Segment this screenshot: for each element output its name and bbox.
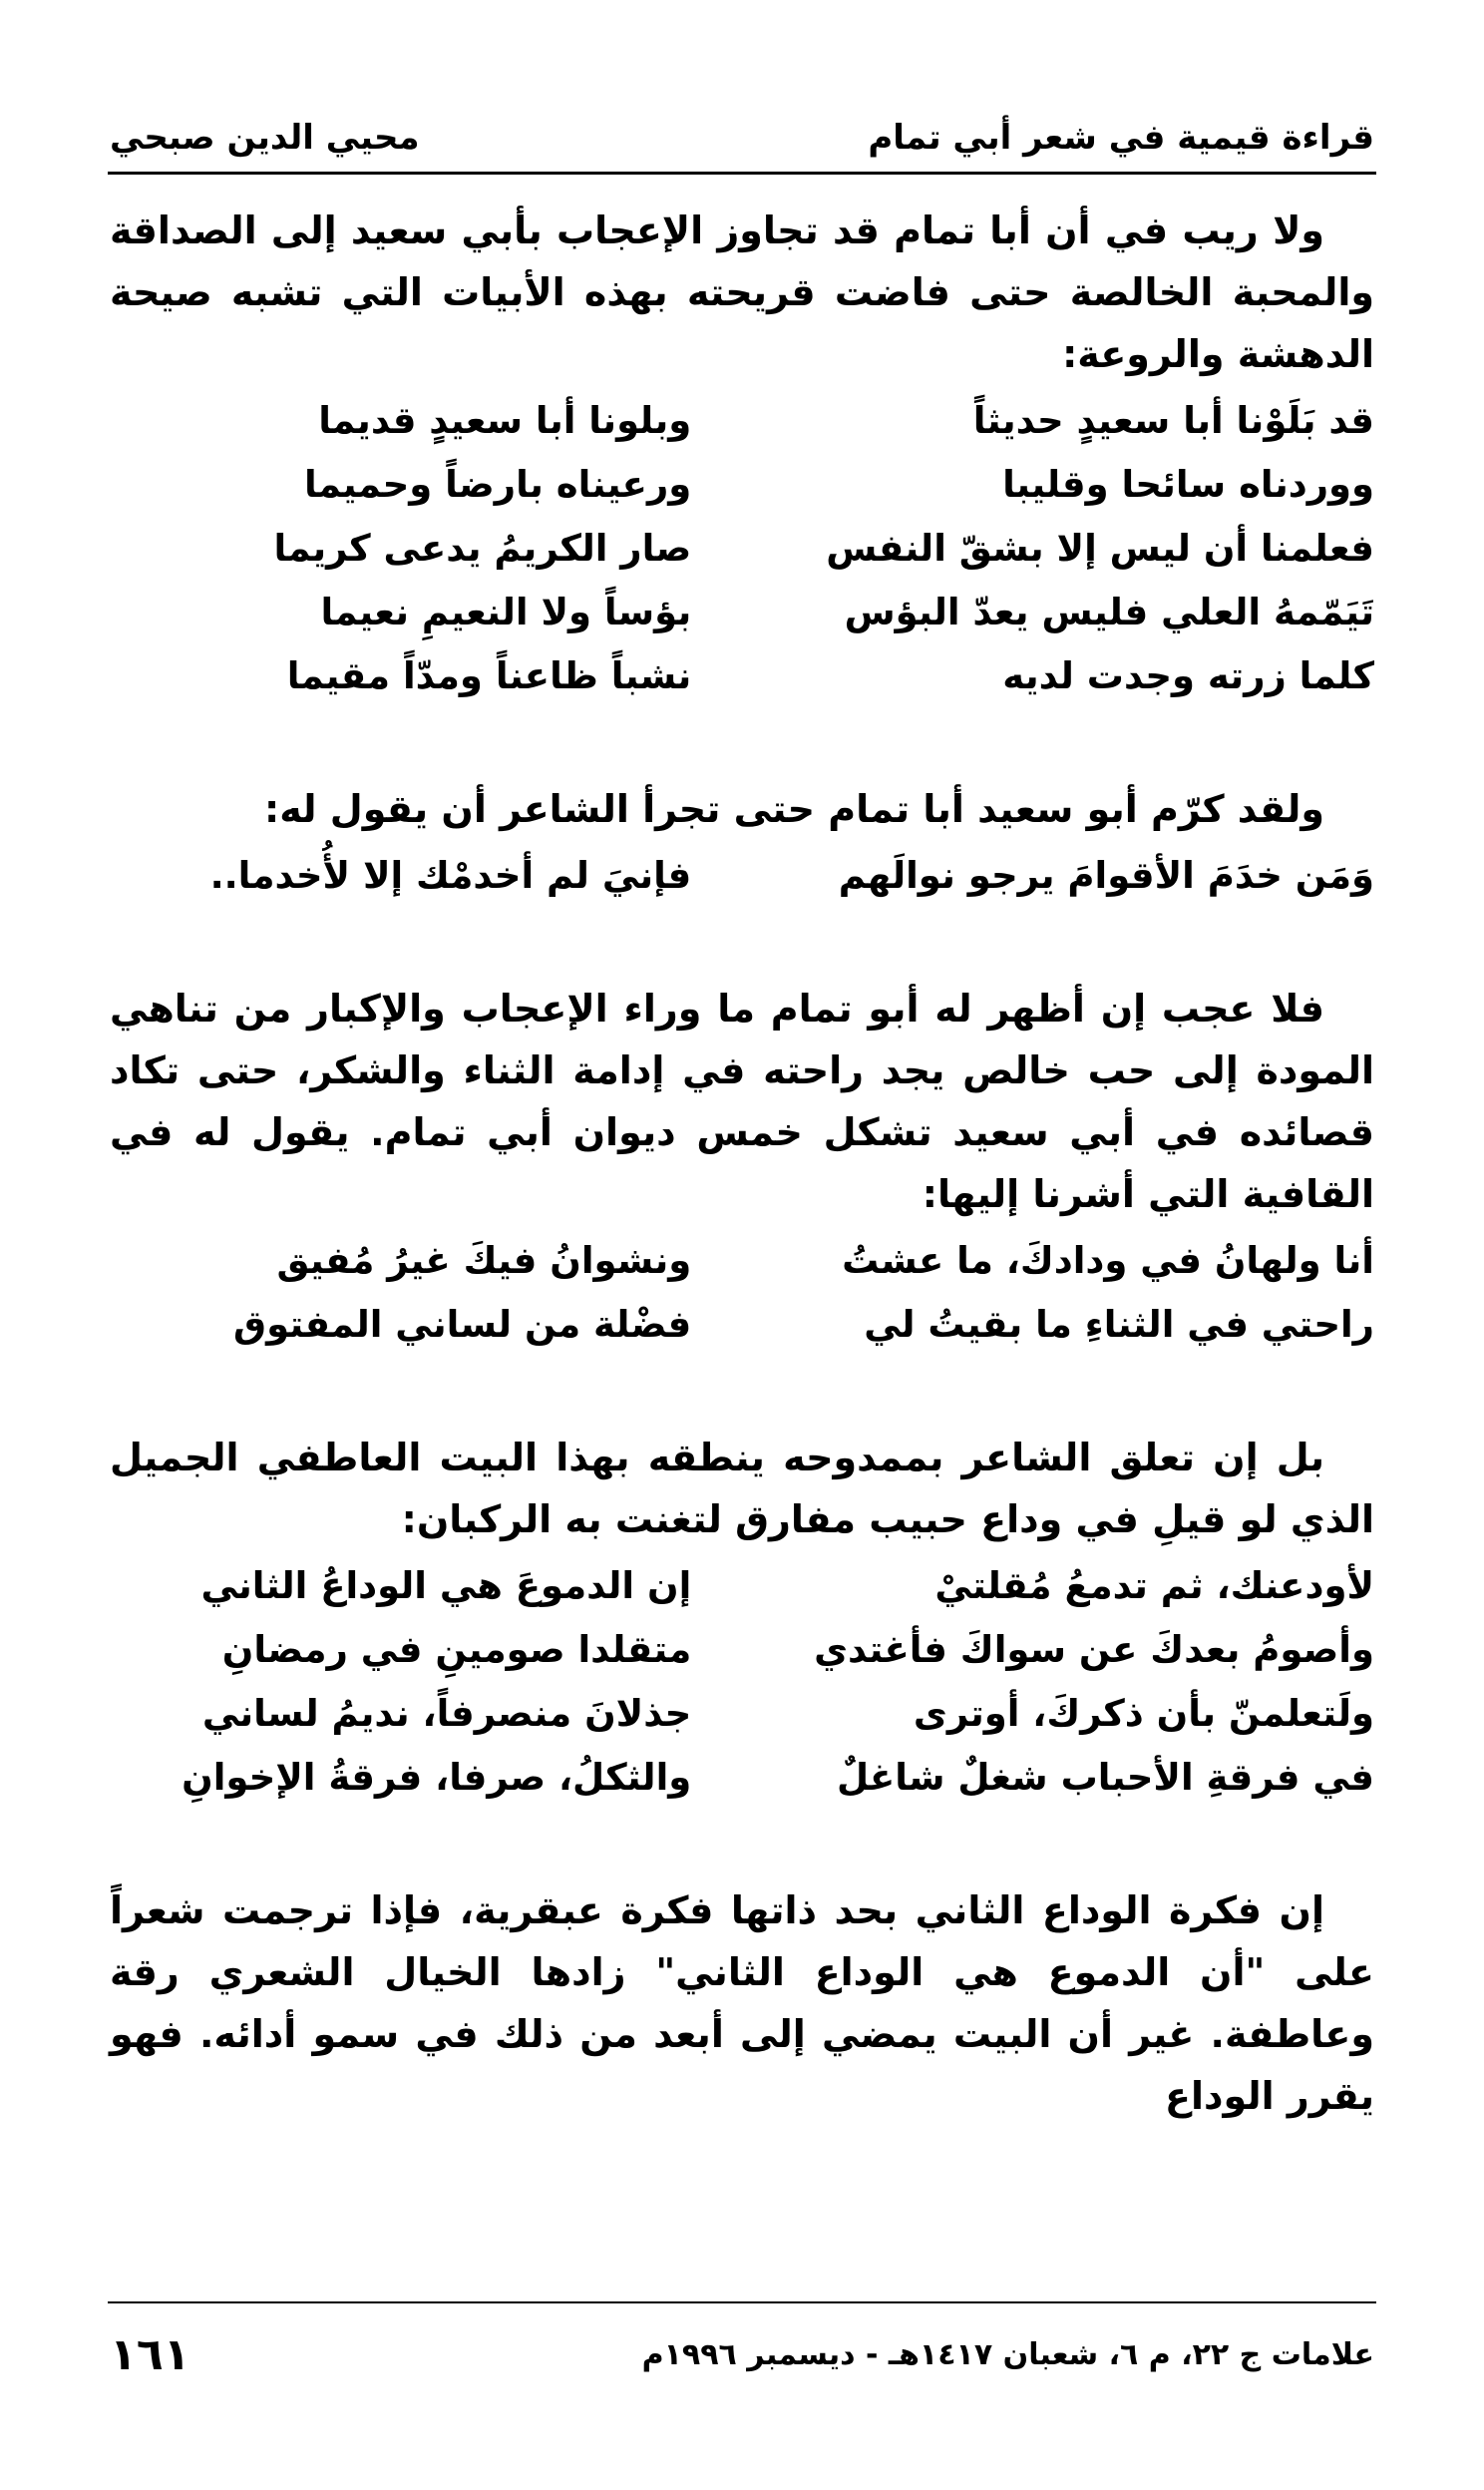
verse-second-hemistich: صار الكريمُ يدعى كريما [273, 527, 692, 570]
paragraph-text: ولقد كرّم أبو سعيد أبا تمام حتى تجرأ الشاعر أن يقول له: [264, 787, 1324, 831]
verse-line [110, 581, 1374, 644]
verse-second-hemistich: نشباً ظاعناً ومدّاً مقيما [286, 654, 692, 697]
verse-second-hemistich: فضْلة من لساني المفتوق [233, 1303, 692, 1346]
verse-line [110, 517, 1374, 581]
paragraph [110, 778, 1374, 840]
verse-first-hemistich: وَمَن خدَمَ الأقوامَ يرجو نوالَهم [838, 854, 1374, 897]
verse-group [110, 844, 1374, 908]
verse-second-hemistich: إن الدموعَ هي الوداعُ الثاني [200, 1564, 692, 1607]
verse-group [110, 1554, 1374, 1810]
verse-second-hemistich: وبلونا أبا سعيدٍ قديما [318, 399, 692, 442]
verse-second-hemistich: جذلانَ منصرفاً، نديمُ لساني [201, 1692, 692, 1735]
verse-line [110, 1746, 1374, 1810]
paragraph [110, 1879, 1374, 2127]
verse-first-hemistich: قد بَلَوْنا أبا سعيدٍ حديثاً [972, 399, 1374, 442]
verse-line [110, 389, 1374, 453]
block-gap [110, 708, 1374, 778]
verse-second-hemistich: متقلدا صومينِ في رمضانِ [221, 1628, 692, 1671]
verse-line [110, 1293, 1374, 1357]
verse-group [110, 1229, 1374, 1357]
running-header [110, 108, 1374, 168]
verse-second-hemistich: والثكلُ، صرفا، فرقةُ الإخوانِ [182, 1756, 692, 1799]
verse-line [110, 1229, 1374, 1293]
header-author: محيي الدين صبحي [110, 118, 420, 158]
verse-first-hemistich: فعلمنا أن ليس إلا بشقّ النفس [826, 527, 1374, 570]
block-gap [110, 1810, 1374, 1879]
block-gap [110, 908, 1374, 978]
verse-first-hemistich: راحتي في الثناءِ ما بقيتُ لي [864, 1303, 1374, 1346]
verse-second-hemistich: بؤساً ولا النعيمِ نعيما [320, 591, 692, 633]
verse-first-hemistich: تَيَمّمهُ العلي فليس يعدّ البؤس [844, 591, 1374, 633]
verse-first-hemistich: أنا ولهانُ في ودادكَ، ما عشتُ [842, 1239, 1374, 1282]
verse-second-hemistich: ونشوانُ فيكَ غيرُ مُفيق [276, 1239, 692, 1282]
verse-line [110, 1682, 1374, 1746]
page-footer [110, 2319, 1374, 2389]
verse-first-hemistich: كلما زرته وجدت لديه [1002, 654, 1374, 697]
paragraph [110, 978, 1374, 1225]
paragraph-text: بل إن تعلق الشاعر بممدوحه ينطقه بهذا البيت العاطفي الجميل الذي لو قيلِ في وداع حبيب مفارق لتغنت به الركبان: [110, 1436, 1374, 1541]
paragraph-text: ولا ريب في أن أبا تمام قد تجاوز الإعجاب بأبي سعيد إلى الصداقة والمحبة الخالصة حتى فاضت قريحته بهذه الأبيات التي تشبه صيحة الدهشة والروعة: [110, 208, 1374, 376]
verse-line [110, 1618, 1374, 1682]
paragraph-text: فلا عجب إن أظهر له أبو تمام ما وراء الإعجاب والإكبار من تناهي المودة إلى حب خالص يجد راحته في إدامة الثناء والشكر، حتى تكاد قصائده في أبي سعيد تشكل خمس ديوان أبي تمام. يقول له في القافية التي أشرنا إليها: [110, 987, 1374, 1216]
verse-line [110, 1554, 1374, 1618]
header-title: قراءة قيمية في شعر أبي تمام [868, 118, 1374, 158]
paragraph-text: إن فكرة الوداع الثاني بحد ذاتها فكرة عبقرية، فإذا ترجمت شعراً على "أن الدموع هي الوداع الثاني" زادها الخيال الشعري رقة وعاطفة. غير أن البيت يمضي إلى أبعد من ذلك في سمو أدائه. فهو يقرر الوداع [110, 1888, 1374, 2118]
verse-first-hemistich: ولَتعلمنّ بأن ذكركَ، أوترى [913, 1692, 1374, 1735]
verse-group [110, 389, 1374, 708]
journal-citation: علامات ج ٢٢، م ٦، شعبان ١٤١٧هـ - ديسمبر ١٩٩٦م [641, 2336, 1374, 2372]
verse-second-hemistich: فإنيَ لم أخدمْك إلا لأُخدما.. [209, 854, 692, 897]
footer-rule [108, 2301, 1376, 2303]
verse-line [110, 644, 1374, 708]
verse-first-hemistich: في فرقةِ الأحباب شغلٌ شاغلٌ [836, 1756, 1374, 1799]
block-gap [110, 1357, 1374, 1427]
page-number: ١٦١ [110, 2328, 190, 2380]
verse-line [110, 453, 1374, 517]
paragraph [110, 1427, 1374, 1550]
verse-line [110, 844, 1374, 908]
header-rule [108, 172, 1376, 175]
article-body [110, 200, 1374, 2127]
verse-first-hemistich: ووردناه سائحا وقليبا [1002, 463, 1374, 506]
paragraph [110, 200, 1374, 385]
verse-first-hemistich: وأصومُ بعدكَ عن سواكَ فأغتدي [814, 1628, 1374, 1671]
verse-first-hemistich: لأودعنك، ثم تدمعُ مُقلتيْ [934, 1564, 1374, 1607]
verse-second-hemistich: ورعيناه بارضاً وحميما [303, 463, 692, 506]
